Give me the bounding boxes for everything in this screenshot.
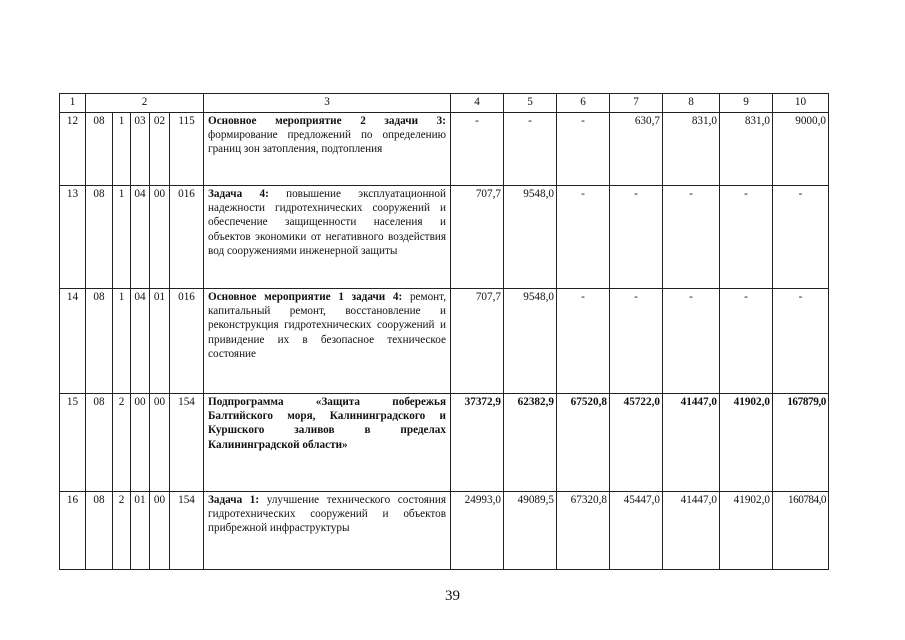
description-text: формирование предложений по определению границ зон затопления, подтопления	[208, 129, 446, 156]
value-cell: 45447,0	[610, 492, 663, 570]
value-cell: 9000,0	[773, 113, 829, 186]
description-title: Подпрограмма «Защита побережья Балтийского моря, Калининградского и Куршского заливов в пределах Калининградской области»	[208, 396, 446, 451]
header-col-3: 3	[204, 94, 451, 113]
value-cell: -	[610, 186, 663, 289]
table-row	[60, 186, 829, 289]
table-row	[60, 289, 829, 394]
row-number: 14	[60, 289, 86, 394]
value-cell: 37372,9	[451, 394, 504, 492]
description-title: Основное мероприятие 2 задачи 3:	[208, 115, 446, 127]
header-col-5: 5	[504, 94, 557, 113]
value-cell: -	[720, 186, 773, 289]
code-cell: 2	[113, 394, 131, 492]
code-cell: 154	[170, 394, 204, 492]
description-title: Задача 1:	[208, 494, 260, 506]
value-cell: -	[451, 113, 504, 186]
value-cell: -	[663, 289, 720, 394]
code-cell: 01	[131, 492, 150, 570]
value-cell: 831,0	[663, 113, 720, 186]
value-cell: -	[773, 289, 829, 394]
code-cell: 04	[131, 289, 150, 394]
value-cell: 707,7	[451, 289, 504, 394]
value-cell: 49089,5	[504, 492, 557, 570]
value-cell: -	[557, 113, 610, 186]
header-col-9: 9	[720, 94, 773, 113]
description-text: повышение эксплуатационной надежности гидротехнических сооружений и обеспечение защищенности населения и объектов экономики от негативного воздействия вод сооружениями инженерной защиты	[208, 188, 446, 257]
code-cell: 08	[86, 289, 113, 394]
header-row	[60, 94, 829, 113]
code-cell: 03	[131, 113, 150, 186]
code-cell: 04	[131, 186, 150, 289]
value-cell: 707,7	[451, 186, 504, 289]
code-cell: 016	[170, 186, 204, 289]
header-col-1: 1	[60, 94, 86, 113]
value-cell: 160784,0	[773, 492, 829, 570]
description-cell	[204, 394, 451, 492]
description-title: Задача 4:	[208, 188, 269, 200]
header-col-8: 8	[663, 94, 720, 113]
value-cell: 9548,0	[504, 289, 557, 394]
value-cell: -	[504, 113, 557, 186]
description-cell	[204, 186, 451, 289]
value-cell: -	[557, 186, 610, 289]
value-cell: 41447,0	[663, 394, 720, 492]
table-row	[60, 113, 829, 186]
value-cell: 67520,8	[557, 394, 610, 492]
description-text: ремонт, капитальный ремонт, восстановление и реконструкция гидротехнических сооружений и привидение их в безопасное техническое состояние	[208, 291, 447, 360]
header-col-10: 10	[773, 94, 829, 113]
description-text: улучшение технического состояния гидротехнических сооружений и объектов прибрежной инфраструктуры	[208, 494, 446, 535]
value-cell: 41447,0	[663, 492, 720, 570]
code-cell: 08	[86, 186, 113, 289]
description-title: Основное мероприятие 1 задачи 4:	[208, 291, 403, 303]
row-number: 13	[60, 186, 86, 289]
description-cell	[204, 289, 451, 394]
description-cell	[204, 492, 451, 570]
value-cell: 630,7	[610, 113, 663, 186]
row-number: 16	[60, 492, 86, 570]
table-row	[60, 394, 829, 492]
value-cell: 41902,0	[720, 394, 773, 492]
value-cell: -	[663, 186, 720, 289]
row-number: 15	[60, 394, 86, 492]
budget-table	[59, 93, 829, 570]
value-cell: 24993,0	[451, 492, 504, 570]
row-number: 12	[60, 113, 86, 186]
code-cell: 115	[170, 113, 204, 186]
code-cell: 016	[170, 289, 204, 394]
code-cell: 02	[150, 113, 170, 186]
value-cell: 67320,8	[557, 492, 610, 570]
value-cell: 45722,0	[610, 394, 663, 492]
value-cell: 41902,0	[720, 492, 773, 570]
code-cell: 1	[113, 289, 131, 394]
value-cell: -	[720, 289, 773, 394]
code-cell: 00	[131, 394, 150, 492]
value-cell: -	[773, 186, 829, 289]
code-cell: 154	[170, 492, 204, 570]
value-cell: 167879,0	[773, 394, 829, 492]
header-col-4: 4	[451, 94, 504, 113]
code-cell: 1	[113, 113, 131, 186]
code-cell: 08	[86, 113, 113, 186]
code-cell: 00	[150, 492, 170, 570]
value-cell: -	[610, 289, 663, 394]
code-cell: 01	[150, 289, 170, 394]
value-cell: 62382,9	[504, 394, 557, 492]
value-cell: 831,0	[720, 113, 773, 186]
header-col-6: 6	[557, 94, 610, 113]
value-cell: -	[557, 289, 610, 394]
description-cell	[204, 113, 451, 186]
header-col-7: 7	[610, 94, 663, 113]
table-row	[60, 492, 829, 570]
value-cell: 9548,0	[504, 186, 557, 289]
page-number: 39	[445, 588, 460, 604]
code-cell: 08	[86, 394, 113, 492]
code-cell: 2	[113, 492, 131, 570]
code-cell: 1	[113, 186, 131, 289]
code-cell: 00	[150, 186, 170, 289]
code-cell: 08	[86, 492, 113, 570]
code-cell: 00	[150, 394, 170, 492]
header-col-2: 2	[86, 94, 204, 113]
